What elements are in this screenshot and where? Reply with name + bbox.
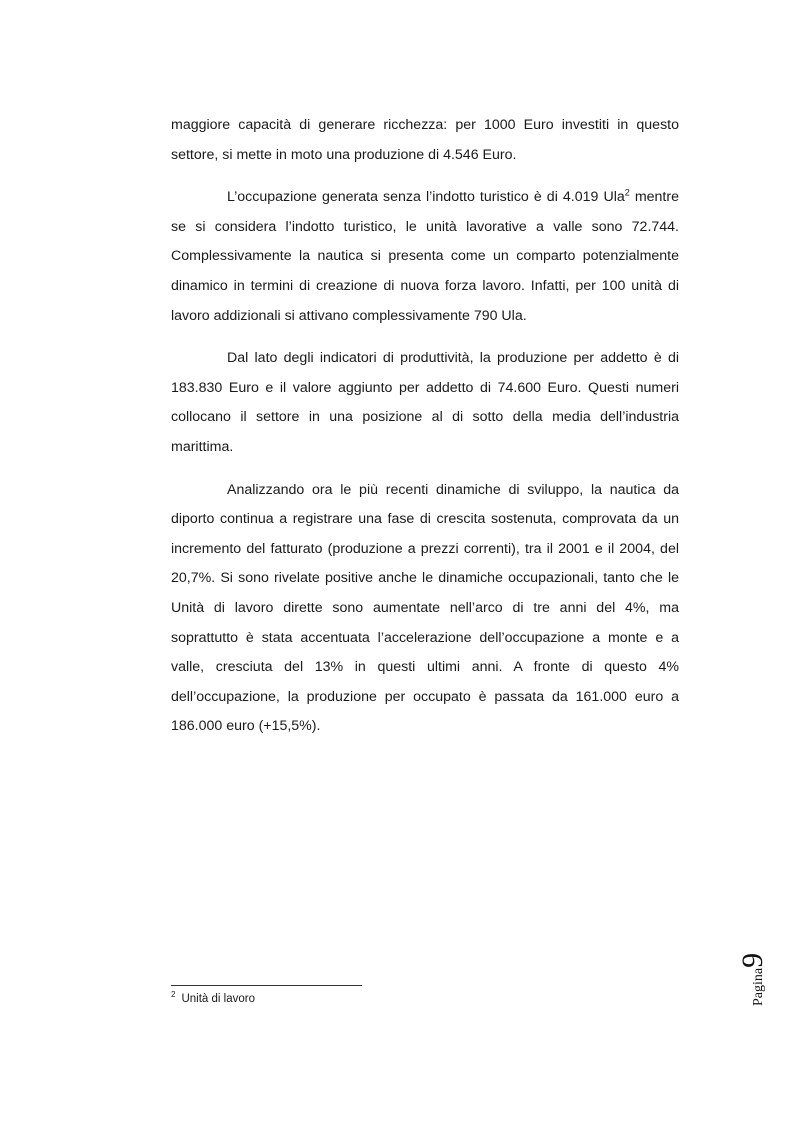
paragraph-2-text-start: L’occupazione generata senza l’indotto turistico è di 4.019 Ula (227, 189, 625, 206)
page-digit: 9 (736, 952, 769, 968)
footnote-separator (171, 985, 362, 986)
footnote-reference: 2 (624, 187, 630, 198)
paragraph-4: Analizzando ora le più recenti dinamiche di sviluppo, la nautica da diporto continua a registrare una fase di crescita sostenuta, comprovata da un incremento del fatturato (produzione a prezzi correnti), tra il 2001 e il 2004, del 20,7%. Si sono rivelate positive anche le dinamiche occupazionali, tanto che le Unità di lavoro dirette sono aumentate nell’arco di tre anni del 4%, ma soprattutto è stata accentuata l’accelerazione dell’occupazione a monte e a valle, cresciuta del 13% in questi ultimi anni. A fronte di questo 4% dell’occupazione, la produzione per occupato è passata da 161.000 euro a 186.000 euro (+15,5%). (171, 481, 679, 735)
page-label: Pagina (751, 967, 766, 1006)
paragraph-2 (171, 183, 679, 331)
footnote-mark: 2 (171, 990, 176, 1000)
page-number (736, 886, 769, 1006)
paragraph-2-text-end: mentre se si considera l’indotto turistico, le unità lavorative a valle sono 72.744. Complessivamente la nautica si presenta come un comparto potenzialmente dinamico in termini di creazione di nuova forza lavoro. Infatti, per 100 unità di lavoro addizionali si attivano complessivamente 790 Ula. (171, 189, 679, 324)
paragraph-3: Dal lato degli indicatori di produttività, la produzione per addetto è di 183.830 Euro e il valore aggiunto per addetto di 74.600 Euro. Questi numeri collocano il settore in una posizione al di sotto della media dell’industria marittima. (171, 350, 679, 455)
paragraph-1: maggiore capacità di generare ricchezza: per 1000 Euro investiti in questo settore, si mette in moto una produzione di 4.546 Euro. (171, 117, 679, 163)
footnote-text: Unità di lavoro (181, 993, 255, 1005)
body-text (171, 111, 679, 755)
footnote (171, 991, 255, 1007)
